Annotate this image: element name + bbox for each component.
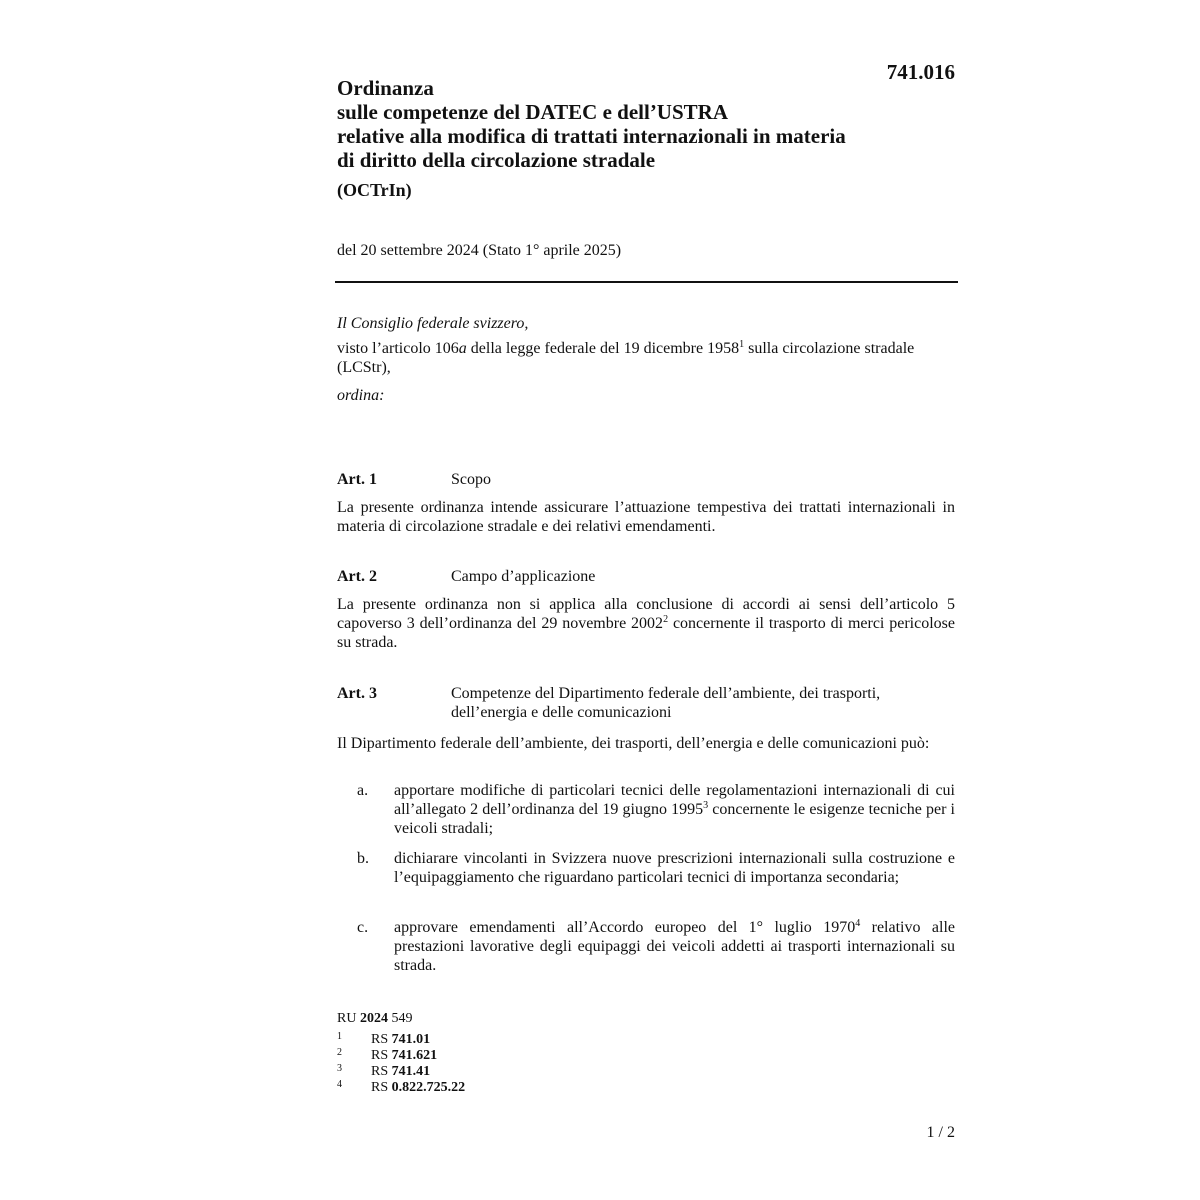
date-line: del 20 settembre 2024 (Stato 1° aprile 2025) — [337, 242, 622, 259]
title-line: relative alla modifica di trattati internazionali in materia — [337, 124, 846, 148]
document-title — [337, 76, 957, 172]
footnote-text: RS 741.621 — [371, 1048, 438, 1063]
list-item-text: dichiarare vincolanti in Svizzera nuove prescrizioni internazionali sulla costruzione e l’equipaggiamento che riguardano particolari tecnici di importanza secondaria; — [394, 850, 955, 886]
article-2-text: La presente ordinanza non si applica alla conclusione di accordi ai sensi dell’articolo 5 capoverso 3 dell’ordinanza del 29 novembre 2002$^2$ concernente il trasporto di merci pericolose su strada. — [337, 596, 955, 651]
preamble-decree: ordina: — [337, 387, 385, 404]
footnote-number: 1 — [337, 1031, 342, 1042]
list-item-text: approvare emendamenti all’Accordo europeo del 1° luglio 1970$^4$ relativo alle prestazioni lavorative degli equipaggi dei veicoli addetti ai trasporti internazionali su strada. — [394, 918, 955, 974]
footnote-number: 2 — [337, 1047, 342, 1058]
footnote-number: 4 — [337, 1079, 342, 1090]
list-item-label: a. — [357, 782, 369, 799]
footnote-ref[interactable]: 2 — [663, 614, 669, 625]
article-2-heading — [337, 567, 957, 586]
list-item-label: b. — [357, 850, 369, 867]
abbreviation: (OCTrIn) — [337, 180, 412, 200]
footnote-text: RS 0.822.725.22 — [371, 1080, 466, 1095]
title-line: Ordinanza — [337, 76, 434, 100]
ru-reference: RU 2024 549 — [337, 1011, 413, 1026]
title-line: sulle competenze del DATEC e dell’USTRA — [337, 100, 728, 124]
article-1-text: La presente ordinanza intende assicurare l’attuazione tempestiva dei trattati internazionali in materia di circolazione stradale e dei relativi emendamenti. — [337, 499, 955, 535]
article-3-intro: Il Dipartimento federale dell’ambiente, dei trasporti, dell’energia e delle comunicazioni può: — [337, 735, 930, 752]
preamble-issuer: Il Consiglio federale svizzero, — [337, 315, 529, 332]
article-title: Competenze del Dipartimento federale dell’ambiente, dei trasporti, dell’energia e delle comunicazioni — [451, 685, 881, 721]
footnote-number: 3 — [337, 1063, 342, 1074]
footnote-ref[interactable]: 4 — [855, 918, 861, 929]
preamble-basis: visto l’articolo 106a della legge federale del 19 dicembre 1958$^1$ sulla circolazione stradale (LCStr), — [337, 339, 915, 376]
article-1-heading — [337, 470, 957, 489]
list-item-text: apportare modifiche di particolari tecnici delle regolamentazioni internazionali di cui all’allegato 2 dell’ordinanza del 19 giugno 1995$^3$ concernente le esigenze tecniche per i veicoli stradali; — [394, 782, 956, 837]
page-number: 1 / 2 — [926, 1124, 955, 1141]
article-number: Art. 2 — [337, 568, 377, 585]
article-number: Art. 1 — [337, 471, 377, 488]
footnote-text: RS 741.01 — [371, 1032, 431, 1047]
sr-number: 741.016 — [886, 60, 955, 84]
footnote-ref[interactable]: 3 — [703, 800, 709, 811]
article-title: Campo d’applicazione — [451, 568, 596, 585]
footnote-text: RS 741.41 — [371, 1064, 431, 1079]
article-3-heading — [337, 684, 957, 722]
title-line: di diritto della circolazione stradale — [337, 148, 656, 172]
footnote-ref[interactable]: 1 — [739, 339, 745, 350]
list-item-label: c. — [357, 919, 369, 936]
article-number: Art. 3 — [337, 685, 377, 702]
article-title: Scopo — [451, 471, 491, 488]
divider — [335, 281, 958, 283]
